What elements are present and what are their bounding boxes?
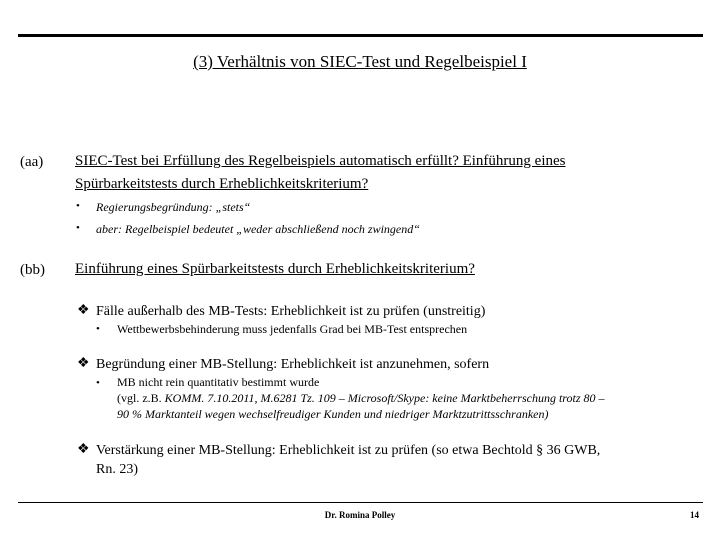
bb-point-3-rest: Erheblichkeit ist zu prüfen (so etwa Bechtold § 36 GWB, [275, 443, 601, 458]
top-rule [18, 34, 703, 37]
footer-rule [18, 502, 703, 503]
slide-title: (3) Verhältnis von SIEC-Test und Regelbeispiel I [193, 52, 527, 71]
bb-point-2-sub-line2 [117, 390, 605, 406]
citation-italic: KOMM. 7.10.2011, M.6281 Tz. 109 – Microsoft/Skype: keine Marktbeherrschung trotz 80 – [164, 391, 605, 405]
section-aa-heading-line1: SIEC-Test bei Erfüllung des Regelbeispiels automatisch erfüllt? Einführung eines [75, 153, 566, 169]
bullet-dot: • [96, 323, 100, 335]
diamond-bullet-icon: ❖ [77, 303, 90, 318]
bb-point-2: Begründung einer MB-Stellung: Erheblichkeit ist anzunehmen, sofern [96, 357, 490, 372]
bb-point-3-bold: Verstärkung einer MB-Stellung: [96, 443, 276, 458]
bullet-dot: • [76, 222, 80, 234]
bb-point-3-line1 [96, 441, 600, 460]
bb-point-2-sub-line3: 90 % Marktanteil wegen wechselfreudiger Kunden und niedriger Marktzutrittsschranken) [117, 407, 549, 421]
diamond-bullet-icon: ❖ [77, 442, 90, 457]
section-aa-label: (aa) [20, 154, 44, 170]
section-aa-bullet-2: aber: Regelbeispiel bedeutet „weder abschließend noch zwingend“ [96, 222, 420, 236]
footer-author: Dr. Romina Polley [324, 510, 396, 520]
section-bb-heading: Einführung eines Spürbarkeitstests durch Erheblichkeitskriterium? [75, 261, 475, 277]
bullet-dot: • [76, 200, 80, 212]
bb-point-2-sub-line1: MB nicht rein quantitativ bestimmt wurde [117, 375, 320, 389]
bb-point-1-sub: Wettbewerbsbehinderung muss jedenfalls Grad bei MB-Test entsprechen [117, 322, 468, 336]
section-aa-bullet-1: Regierungsbegründung: „stets“ [96, 200, 251, 214]
section-aa-heading-line2: Spürbarkeitstests durch Erheblichkeitskriterium? [75, 176, 369, 192]
page-number: 14 [690, 510, 699, 520]
section-bb-label: (bb) [20, 262, 45, 278]
citation-prefix: (vgl. z.B. [117, 391, 165, 405]
bullet-dot: • [96, 377, 100, 389]
diamond-bullet-icon: ❖ [77, 356, 90, 371]
bb-point-1: Fälle außerhalb des MB-Tests: Erheblichkeit ist zu prüfen (unstreitig) [96, 304, 486, 319]
bb-point-3-line2: Rn. 23) [96, 462, 138, 477]
